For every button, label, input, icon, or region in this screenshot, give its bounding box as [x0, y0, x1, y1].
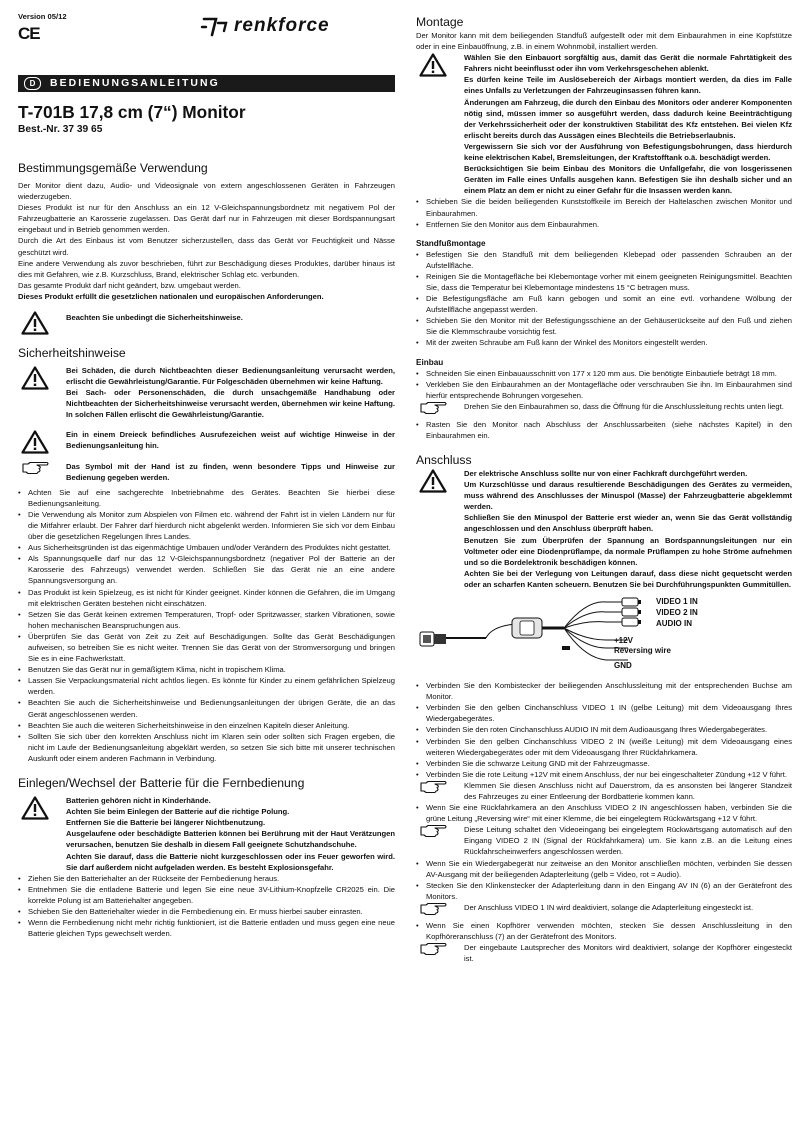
tip-block — [416, 401, 792, 415]
warning-triangle-icon — [21, 366, 49, 390]
connection-list-3 — [416, 858, 792, 902]
product-title: T-701B 17,8 cm (7“) Monitor — [18, 102, 246, 122]
version-label: Version 05/12 — [18, 12, 67, 21]
pointing-hand-icon — [420, 902, 448, 916]
list-item: • Wenn Sie eine Rückfahrkamera an den Anschluss VIDEO 2 IN angeschlossen haben, verbinden Sie die grüne Leitung „Reversing wire“ mit einer Klemme, die bei eingelegtem Rückwärtsgang +12 V führt. — [416, 802, 792, 824]
list-item: • Achten Sie auf eine sachgerechte Inbetriebnahme des Gerätes. Beachten Sie hierbei diese Bedienungsanleitung. — [18, 487, 395, 509]
warning-text: Um Kurzschlüsse und daraus resultierende Beschädigungen des Gerätes zu vermeiden, muss während des Anschlusses der Minuspol (Masse) der Fahrzeugbatterie abgeklemmt werden. — [464, 480, 792, 512]
warning-block — [18, 795, 395, 873]
mounting-intro: Der Monitor kann mit dem beiliegenden Standfuß aufgestellt oder mit dem Einbaurahmen in eine Kopfstütze oder in eine Einbauöffnung, z.B. in einem Wohnmobil, installiert werden. — [416, 31, 792, 52]
pointing-hand-icon — [420, 401, 448, 415]
list-item: • Sollten Sie sich über den korrekten Anschluss nicht im Klaren sein oder sollten sich Fragen ergeben, die nicht im Laufe der Bedienungsanleitung abgeklärt werden, so setzen Sie sich bitte mit unserer technischen Auskunft oder einem anderen Fachmann in Verbindung. — [18, 731, 395, 764]
warning-block — [18, 365, 395, 420]
manual-banner — [18, 75, 395, 92]
tip-block — [416, 780, 792, 802]
connection-heading: Anschluss — [416, 453, 472, 467]
warning-triangle-icon — [21, 796, 49, 820]
brand-name: renkforce — [234, 15, 330, 36]
tip-block — [416, 942, 792, 964]
battery-heading: Einlegen/Wechsel der Batterie für die Fernbedienung — [18, 776, 305, 791]
install-list-2 — [416, 419, 792, 441]
brand-logo — [198, 11, 330, 41]
tip-text: Klemmen Sie diesen Anschluss nicht auf Dauerstrom, da es ansonsten bei längerer Standzeit des Fahrzeuges zu einer Entleerung der Bordbatterie kommen kann. — [464, 780, 792, 801]
safety-heading: Sicherheitshinweise — [18, 346, 126, 361]
order-number: Best.-Nr. 37 39 65 — [18, 124, 103, 135]
list-item: • Verbinden Sie den gelben Cinchanschluss VIDEO 2 IN (weiße Leitung) mit dem Videoausgang eines weiteren Wiedergabegerätes oder mit dem Videoausgang Ihrer Rückfahrkamera. — [416, 736, 792, 758]
intended-use-text: Dieses Produkt ist nur für den Anschluss an ein 12 V-Gleichspannungsbordnetz mit negativem Pol der Fahrzeugbatterie an Karosserie zugelassen. Das Gerät darf nur in Fahrzeugen mit dieser Bordspannungsart eingebaut und in Betrieb genommen werden. — [18, 203, 395, 235]
list-item: • Entfernen Sie den Monitor aus dem Einbaurahmen. — [416, 219, 792, 230]
warning-block — [18, 310, 395, 334]
tip-block — [416, 902, 792, 916]
intended-use-text: Der Monitor dient dazu, Audio- und Videosignale von extern angeschlossenen Geräten in Fahrzeugen wiederzugeben. — [18, 181, 395, 202]
warning-text: Es dürfen keine Teile im Auslösebereich der Airbags montiert werden, da dies im Falle eines Unfalls zu Verletzungen der Fahrzeuginsassen führen kann. — [464, 75, 792, 96]
warning-text: Vergewissern Sie sich vor der Ausführung von Befestigungsbohrungen, dass hierdurch keine elektrischen Kabel, Bremsleitungen, der Kraftstofftank o.ä. beschädigt werden. — [464, 141, 792, 163]
list-item: • Verkleben Sie den Einbaurahmen an der Montagefläche oder verschrauben Sie ihn. Im Einbaurahmen sind hierfür entsprechende Bohrungen vorgesehen. — [416, 379, 792, 401]
list-item: • Die Befestigungsfläche am Fuß kann gebogen und somit an eine evtl. vorhandene Wölbung der Aufstellfläche angepasst werden. — [416, 293, 792, 315]
language-badge: D — [24, 77, 41, 90]
list-item: • Verbinden Sie die schwarze Leitung GND mit der Fahrzeugmasse. — [416, 758, 792, 769]
list-item: • Verbinden Sie den gelben Cinchanschluss VIDEO 1 IN (gelbe Leitung) mit dem Videoausgang Ihres Wiedergabegerätes. — [416, 702, 792, 724]
tip-block — [18, 461, 395, 483]
list-item: • Schieben Sie die beiden beiliegenden Kunststoffkeile im Bereich der Haltelaschen zwischen Monitor und Einbaurahmen. — [416, 196, 792, 218]
pointing-hand-icon — [22, 461, 50, 475]
warning-triangle-icon — [21, 430, 49, 454]
connection-list-4 — [416, 920, 792, 942]
list-item: • Benutzen Sie das Gerät nur in gemäßigtem Klima, nicht in tropischem Klima. — [18, 664, 395, 675]
connection-list — [416, 680, 792, 780]
list-item: • Setzen Sie das Gerät keinen extremen Temperaturen, Tropf- oder Spritzwasser, starken Vibrationen, sowie hohen mechanischen Beanspruchungen aus. — [18, 609, 395, 631]
warning-text: Bei Schäden, die durch Nichtbeachten dieser Bedienungsanleitung verursacht werden, erlischt die Gewährleistung/Garantie. Für Folgeschäden übernehmen wir keine Haftung. — [66, 366, 395, 387]
pointing-hand-icon — [420, 824, 448, 838]
list-item: • Beachten Sie auch die weiteren Sicherheitshinweise in den einzelnen Kapiteln dieser Anleitung. — [18, 720, 395, 731]
list-item: • Schieben Sie den Monitor mit der Befestigungsschiene an der Gehäuserückseite auf den Fuß und ziehen Sie die Klemmschraube vorsichtig fest. — [416, 315, 792, 337]
install-heading: Einbau — [416, 357, 444, 367]
install-list — [416, 368, 792, 401]
tip-block — [416, 824, 792, 857]
stand-mount-heading: Standfußmontage — [416, 238, 486, 248]
tip-text: Diese Leitung schaltet den Videoeingang bei eingelegtem Rückwärtsgang automatisch auf den Eingang VIDEO 2 IN (Signal der Rückfahrkamera) um. Sie kann z.B. an die Leitung eines Rückfahrscheinwerfers angeschlossen werden. — [464, 825, 792, 857]
list-item: • Wenn Sie einen Kopfhörer verwenden möchten, stecken Sie dessen Anschlussleitung in den Kopfhöreranschluss (7) an der Gerätefront des Monitors. — [416, 920, 792, 942]
list-item: • Reinigen Sie die Montagefläche bei Klebemontage vorher mit einem geeigneten Reinigungsmittel. Beachten Sie, dass die Temperatur bei Klebemontage mindestens 15 °C betragen muss. — [416, 271, 792, 293]
list-item: • Schieben Sie den Batteriehalter wieder in die Fernbedienung ein. Er muss hierbei sauber einrasten. — [18, 906, 395, 917]
warning-text: Beachten Sie unbedingt die Sicherheitshinweise. — [66, 313, 243, 323]
warning-text: Änderungen am Fahrzeug, die durch den Einbau des Monitors oder anderer Komponenten nötig sind, müssen immer so ausgeführt werden, dass dadurch keine Beeinträchtigung der Verkehrssicherheit oder der konstruktiven Stabilität des Kfz entstehen. Bei vielen Kfz erlischt bereits durch das Aussägen eines Blechteils die Betriebserlaubnis. — [464, 97, 792, 140]
stand-mount-list — [416, 249, 792, 349]
diagram-label-12v: +12V — [614, 636, 633, 646]
warning-text: Schließen Sie den Minuspol der Batterie erst wieder an, wenn Sie das Gerät vollständig angeschlossen und den Anschluss überprüft haben. — [464, 513, 792, 534]
tip-text: Der eingebaute Lautsprecher des Monitors wird deaktiviert, solange der Kopfhörer eingesteckt ist. — [464, 943, 792, 964]
warning-text: Achten Sie beim Einlegen der Batterie auf die richtige Polung. — [66, 807, 290, 817]
warning-text: Achten Sie darauf, dass die Batterie nicht kurzgeschlossen oder ins Feuer geworfen wird. Sie darf außerdem nicht aufgeladen werden. Es besteht Explosionsgefahr. — [66, 851, 395, 872]
list-item: • Beachten Sie auch die Sicherheitshinweise und Bedienungsanleitungen der übrigen Geräte, die an das Gerät angeschlossenen werden. — [18, 697, 395, 719]
list-item: • Verbinden Sie den roten Cinchanschluss AUDIO IN mit dem Audioausgang Ihres Wiedergabegerätes. — [416, 724, 792, 735]
list-item: • Überprüfen Sie das Gerät von Zeit zu Zeit auf Beschädigungen. Sollte das Gerät Beschädigungen aufweisen, so betreiben Sie es nicht weiter. Trennen Sie das Gerät von der Stromversorgung und bringen Sie es in eine Fachwerkstatt. — [18, 631, 395, 664]
list-item: • Mit der zweiten Schraube am Fuß kann der Winkel des Monitors eingestellt werden. — [416, 337, 792, 348]
cable-harness-illustration — [416, 596, 792, 676]
warning-triangle-icon — [419, 469, 447, 493]
mounting-heading: Montage — [416, 15, 464, 29]
list-item: • Ziehen Sie den Batteriehalter an der Rückseite der Fernbedienung heraus. — [18, 873, 395, 884]
diagram-label-video2: VIDEO 2 IN — [656, 608, 698, 618]
list-item: • Rasten Sie den Monitor nach Abschluss der Anschlussarbeiten (siehe nächstes Kapitel) in den Einbaurahmen ein. — [416, 419, 792, 441]
warning-block — [416, 468, 792, 590]
warning-text: Ein in einem Dreieck befindliches Ausrufezeichen weist auf wichtige Hinweise in der Bedienungsanleitung hin. — [66, 429, 395, 450]
warning-text: Bei Sach- oder Personenschäden, die durch unsachgemäße Handhabung oder Nichtbeachten der Sicherheitshinweise verursacht werden, übernehmen wir keine Haftung. In solchen Fällen erlischt die Gewährleistung/Garantie. — [66, 388, 395, 420]
list-item: • Entnehmen Sie die entladene Batterie und legen Sie eine neue 3V-Lithium-Knopfzelle CR2025 ein. Die korrekte Polung ist am Batteriehalter angegeben. — [18, 884, 395, 906]
warning-block — [18, 429, 395, 453]
warning-text: Der elektrische Anschluss sollte nur von einer Fachkraft durchgeführt werden. — [464, 469, 748, 478]
warning-triangle-icon — [21, 311, 49, 335]
list-item: • Lassen Sie Verpackungsmaterial nicht achtlos liegen. Es könnte für Kinder zu einem gefährlichen Spielzeug werden. — [18, 675, 395, 697]
safety-list — [18, 487, 395, 764]
warning-text: Wählen Sie den Einbauort sorgfältig aus, damit das Gerät die normale Fahrtätigkeit des Fahrers nicht beeinflusst oder ihn vom Verkehrsgeschehen ablenkt. — [464, 53, 792, 74]
warning-text: Berücksichtigen Sie beim Einbau des Monitors die Unfallgefahr, die von losgerissenen Geräten im Falle eines Unfalls ausgehen kann. Befestigen Sie ihn deshalb sicher und an einem Platz an dem er nicht zu einer Gefahr für die Insassen werden kann. — [464, 164, 792, 196]
warning-text: Batterien gehören nicht in Kinderhände. — [66, 796, 211, 806]
intended-use-text: Das gesamte Produkt darf nicht geändert, bzw. umgebaut werden. — [18, 280, 241, 290]
right-column — [416, 0, 792, 964]
list-item: • Stecken Sie den Klinkenstecker der Adapterleitung dann in den Eingang AV IN (6) an der Gerätefront des Monitors. — [416, 880, 792, 902]
diagram-label-audio: AUDIO IN — [656, 619, 692, 629]
list-item: • Wenn Sie ein Wiedergabegerät nur zeitweise an den Monitor anschließen möchten, verbinden Sie dessen AV-Ausgang mit der beiliegenden Adapterleitung (gelb = Video, rot = Audio). — [416, 858, 792, 880]
connection-list-2 — [416, 802, 792, 824]
warning-block — [416, 52, 792, 196]
diagram-label-reversing: Reversing wire — [614, 646, 671, 656]
banner-title: BEDIENUNGSANLEITUNG — [50, 78, 220, 89]
intended-use-text: Eine andere Verwendung als zuvor beschrieben, führt zur Beschädigung dieses Produktes, darüber hinaus ist dies mit Gefahren, wie z.B. Kurzschluss, Brand, elektrischer Schlag etc. verbunden. — [18, 258, 395, 279]
list-item: • Das Produkt ist kein Spielzeug, es ist nicht für Kinder geeignet. Kinder können die Gefahren, die im Umgang mit elektrischen Geräten bestehen nicht einschätzen. — [18, 587, 395, 609]
list-item: • Befestigen Sie den Standfuß mit dem beiliegenden Klebepad oder passenden Schrauben an der Aufstellfläche. — [416, 249, 792, 271]
tip-text: Das Symbol mit der Hand ist zu finden, wenn besondere Tipps und Hinweise zur Bedienung gegeben werden. — [66, 461, 395, 482]
warning-text: Ausgelaufene oder beschädigte Batterien können bei Berührung mit der Haut Verätzungen verursachen, benutzen Sie deshalb in diesem Fall geeignete Schutzhandschuhe. — [66, 829, 395, 850]
diagram-label-gnd: GND — [614, 661, 632, 671]
list-item: • Wenn die Fernbedienung nicht mehr richtig funktioniert, ist die Batterie entladen und muss gegen eine neue Batterie gleichen Typs gewechselt werden. — [18, 917, 395, 939]
warning-text: Entfernen Sie die Batterie bei längerer Nichtbenutzung. — [66, 818, 266, 828]
wiring-diagram — [416, 596, 792, 676]
list-item: • Als Spannungsquelle darf nur das 12 V-Gleichspannungsbordnetz (negativer Pol der Batterie an der Karosserie des Fahrzeugs) verwendet werden. Schließen Sie das Gerät nie an eine andere Spannungsversorgung an. — [18, 553, 395, 586]
tip-text: Drehen Sie den Einbaurahmen so, dass die Öffnung für die Anschlussleitung rechts unten liegt. — [464, 401, 784, 411]
list-item: • Verbinden Sie den Kombistecker der beiliegenden Anschlussleitung mit der entsprechenden Buchse am Monitor. — [416, 680, 792, 702]
warning-text: Benutzen Sie zum Überprüfen der Spannung an Bordspannungsleitungen nur ein Voltmeter oder eine Diodenprüflampe, da normale Prüflampen zu hohe Ströme aufnehmen und so die Bordelektronik beschädigen können. — [464, 535, 792, 567]
warning-triangle-icon — [419, 53, 447, 77]
brand-mark-icon — [198, 13, 232, 39]
diagram-label-video1: VIDEO 1 IN — [656, 597, 698, 607]
compliance-note: Dieses Produkt erfüllt die gesetzlichen nationalen und europäischen Anforderungen. — [18, 291, 324, 301]
intended-use-text: Durch die Art des Einbaus ist vom Benutzer sicherzustellen, dass das Gerät vor Feuchtigkeit und Nässe geschützt wird. — [18, 236, 395, 257]
list-item: • Verbinden Sie die rote Leitung +12V mit einem Anschluss, der nur bei eingeschalteter Zündung +12 V führt. — [416, 769, 792, 780]
warning-text: Achten Sie bei der Verlegung von Leitungen darauf, dass diese nicht gequetscht werden oder an scharfen Kanten scheuern. Benutzen Sie bei Durchführungspunkten Gummitüllen. — [464, 568, 792, 589]
tip-text: Der Anschluss VIDEO 1 IN wird deaktiviert, solange die Adapterleitung eingesteckt ist. — [464, 902, 754, 912]
left-column — [18, 0, 395, 939]
intended-use-heading: Bestimmungsgemäße Verwendung — [18, 161, 208, 175]
battery-list — [18, 873, 395, 940]
ce-mark-text: CE — [18, 24, 40, 43]
pointing-hand-icon — [420, 942, 448, 956]
mounting-list — [416, 196, 792, 229]
pointing-hand-icon — [420, 780, 448, 794]
list-item: • Die Verwendung als Monitor zum Abspielen von Filmen etc. während der Fahrt ist in vielen Ländern nur für die Mitfahrer erlaubt. Der Fahrer darf hierdurch nicht abgelenkt werden. Informieren Sie sich vor dem Einbau über die gesetzlichen Regelungen Ihres Landes. — [18, 509, 395, 542]
list-item: • Schneiden Sie einen Einbauausschnitt von 177 x 120 mm aus. Die benötigte Einbautiefe beträgt 18 mm. — [416, 368, 792, 379]
list-item: • Aus Sicherheitsgründen ist das eigenmächtige Umbauen und/oder Verändern des Produktes nicht gestattet. — [18, 542, 395, 553]
